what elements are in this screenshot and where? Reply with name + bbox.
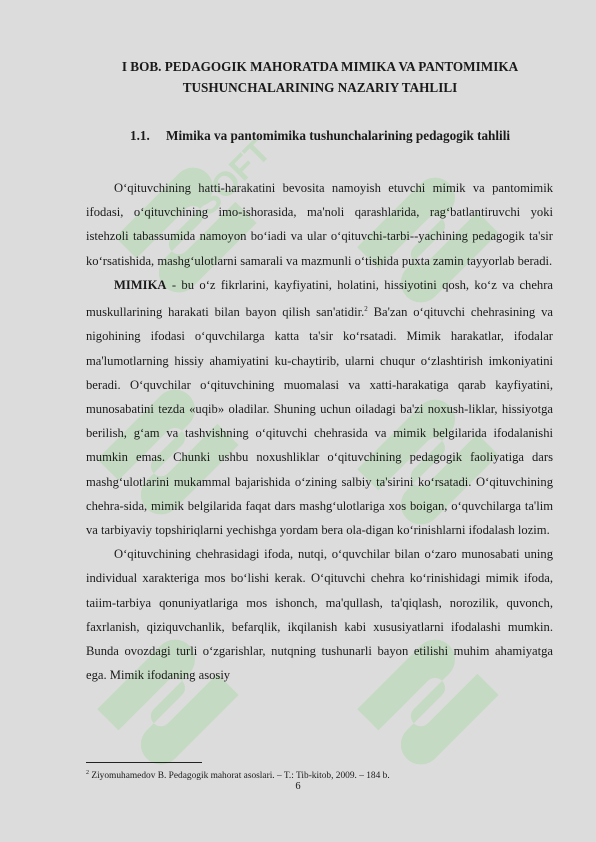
chapter-title-line-2: TUSHUNCHALARINING NAZARIY TAHLILI bbox=[182, 80, 458, 95]
term-mimika: MIMIKA bbox=[114, 277, 167, 292]
body-text bbox=[86, 176, 553, 687]
chapter-title-line-1: I BOB. PEDAGOGIK MAHORATDA MIMIKA VA PANTOMIMIKA bbox=[121, 59, 519, 74]
section-heading bbox=[130, 127, 510, 145]
paragraph-1: O‘qituvchining hatti-harakatini bevosita namoyish etuvchi mimik va pantomimik ifodasi, o‘qituvchining imo-ishorasida, ma'noli qarashlarida, rag‘batlantiruvchi yoki istehzoli tabassumida namoyon bo‘iadi va ular o‘qituvchi-tarbi--yachining pedagogik ta'sir ko‘rsatishida, mashg‘ulotlarni samarali va mazmunli o‘tishida puxta zamin tayyorlab beradi. bbox=[86, 181, 553, 268]
svg-text:SOFT: SOFT bbox=[187, 132, 279, 223]
footnote-divider bbox=[86, 762, 202, 763]
paragraph-3: O‘qituvchining chehrasidagi ifoda, nutqi, o‘quvchilar bilan o‘zaro munosabati uning individual xarakteriga mos bo‘lishi kerak. O‘qituvchi chehra ko‘rinishidagi mimik ifoda, taiim-tarbiya qonuniyatlariga mos ishonch, ma'qullash, ta'qiqlash, norozilik, quvonch, faxrlanish, qiziquvchanlik, befarqlik, ikqilanish kabi xususiyatlarni ifodalashi mumkin. Bunda ovozdagi turli o‘zgarishlar, nutqning tushunarli bayon etilishi muhim ahamiyatga ega. Mimik ifodaning asosiy bbox=[86, 547, 553, 683]
page-number: 6 bbox=[295, 781, 301, 792]
paragraph-2-text-a: - bu o‘z fikrlarini, kayfiyatini, holatini, hissiyotini qosh, ko‘z va chehra muskullarining harakati bilan bayon qilish san'atidir. bbox=[86, 277, 553, 320]
footnote bbox=[86, 767, 390, 782]
section-number: 1.1. bbox=[130, 128, 150, 143]
section-title: Mimika va pantomimika tushunchalarining pedagogik tahlili bbox=[166, 128, 511, 143]
paragraph-2 bbox=[86, 273, 553, 542]
chapter-title bbox=[86, 56, 554, 98]
paragraph-2-text-b: Ba'zan o‘qituvchi chehrasining va nigohining ifodasi o‘quvchilarga katta ta'sir ko‘rsatadi. Mimik harakatlar, ifodalar ma'lumotlarning hissiy ahamiyatini ku-chaytirib, ularni chuqur o‘zlashtirish imkoniyatini beradi. O‘quvchilar o‘qituvchining muomalasi va xatti-harakatiga qarab kayfiyatini, munosabatini tezda «uqib» oladilar. Shuning uchun oiladagi ba'zi noxush-liklar, hissiyotga berilish, g‘am va tashvishning o‘qituvchi chehrasida va mimik belgilarida ifodalanishi mumkin emas. Chunki ushbu noxushliklar o‘qituvchining pedagogik faoliyatiga dars mashg‘ulotlarini mukammal bajarishida o‘zining salbiy ta'sirini ko‘rsatadi. O‘qituvchining chehra-sida, mimik belgilarida faqat dars mashg‘ulotlariga xos boigan, o‘quvchilarga ta'lim va tarbiyaviy topshiriqlarni yechishga yordam bera ola-digan ko‘rinishlarni ifodalash lozim. bbox=[86, 305, 553, 538]
footnote-reference[interactable]: 2 bbox=[364, 305, 368, 314]
footnote-text: Ziyomuhamedov B. Pedagogik mahorat asoslari. – T.: Tib-kitob, 2009. – 184 b. bbox=[89, 771, 390, 782]
footnote-marker: 2 bbox=[86, 770, 89, 776]
